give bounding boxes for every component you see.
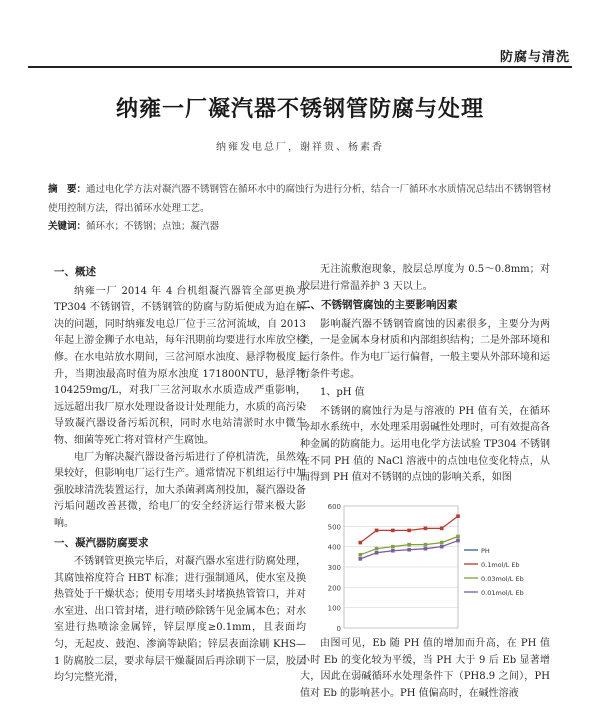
y-tick-label: 100 [327, 604, 341, 613]
keywords-label: 关键词： [48, 221, 87, 232]
section-heading: 一、凝汽器防腐要求 [54, 536, 149, 549]
paragraph: 由图可见，Eb 随 PH 值的增加而升高，在 PH 值小时 Eb 的变化较为平缓，当 PH 大于 9 后 Eb 显著增大，因此在弱碱循环水处理条件下（PH8.9 之间），PH 值对 Eb 的影响甚小。PH 值偏高时，在碱性溶液 [300, 638, 550, 699]
data-point [375, 529, 379, 533]
data-point [407, 548, 411, 552]
data-point [456, 539, 460, 543]
running-head: 防腐与清洗 [499, 50, 570, 65]
right-column [300, 262, 550, 487]
paragraph: 影响凝汽器不锈钢管腐蚀的因素很多，主要分为两类，一是金属本身材质和内部组织结构；二是外部环境和运行条件。作为电厂运行偏督，一般主要从外部环境和运行条件考虑。 [300, 318, 550, 380]
data-point [407, 543, 411, 547]
right-column-bottom [300, 636, 550, 702]
y-tick-label: 500 [327, 523, 341, 532]
paragraph: 不锈钢的腐蚀行为是与溶液的 PH 值有关，在循环冷却水系统中，水处理采用弱碱性处理时，可有效提高各种金属的防腐能力。运用电化学方法试验 TP304 不锈钢在不同 PH 值的 NaCl 溶液中的点蚀电位变化特点，从而得到 PH 值对不锈钢的点蚀的影响关系，如图 [300, 405, 550, 484]
data-point [391, 549, 395, 553]
y-tick-label: 400 [327, 543, 341, 552]
data-point [456, 514, 460, 518]
data-point [358, 553, 362, 557]
paragraph: 电厂为解决凝汽器设备污垢进行了停机清洗，虽然效果较好，但影响电厂运行生产。通常情况下机组运行中加强胶球清洗装置运行，加大杀菌剥离剂投加，凝汽器设备污垢问题改善甚微，给电厂的安全经济运行带来极大影响。 [54, 451, 306, 529]
paragraph: 不锈钢管更换完毕后，对凝汽器水室进行防腐处理，其腐蚀裕度符合 HBT 标准；进行强制通风，使水室及换热管处于干燥状态；使用专用堵头封堵换热管管口，并对水室进、出口管封堵，进行喷砂除锈午见金属本色；对水室进行热喷涂金属锌，锌层厚度≥0.1mm，且表面均匀，无起皮、鼓泡、渗滴等缺陷；锌层表面涂刷 KHS—1 防腐胶二层，要求每层干燥凝固后再涂刷下一层，胶层均匀完整光滑， [54, 556, 306, 684]
data-point [391, 545, 395, 549]
data-point [358, 541, 362, 545]
data-point [456, 535, 460, 539]
data-point [358, 557, 362, 561]
data-point [391, 529, 395, 533]
keywords-text: 循环水；不锈钢；点蚀；凝汽器 [86, 221, 220, 232]
legend-label: 0.03mol/L Eb [481, 575, 524, 583]
data-point [424, 527, 428, 531]
authors: 纳雍发电总厂，谢祥贵、杨素香 [216, 142, 384, 153]
paragraph: 无注流敷泡现象，胶层总厚度为 0.5～0.8mm；对胶层进行常温养护 3 天以上。 [300, 264, 550, 292]
data-point [407, 529, 411, 533]
section-heading: 一、概述 [54, 266, 96, 278]
abstract-label: 摘 要： [48, 184, 87, 195]
data-point [424, 547, 428, 551]
keywords [48, 218, 552, 232]
header-rule [28, 66, 572, 68]
data-point [440, 527, 444, 531]
y-tick-label: 0 [336, 625, 341, 633]
y-tick-label: 600 [327, 503, 341, 511]
paper-title: 纳雍一厂凝汽器不锈钢管防腐与处理 [115, 97, 484, 122]
ph-eb-chart [318, 500, 548, 640]
legend-label: 0.01mol/L Eb [481, 589, 524, 597]
data-point [424, 543, 428, 547]
abstract [48, 180, 552, 218]
subsection-heading: 1、pH 值 [320, 387, 365, 399]
section-heading: 二、不锈钢管腐蚀的主要影响因素 [300, 299, 458, 312]
legend-label: PH [481, 547, 490, 555]
y-tick-label: 300 [327, 564, 341, 572]
legend-label: 0.1mol/L Eb [481, 561, 520, 569]
abstract-text: 通过电化学方法对凝汽器不锈钢管在循环水中的腐蚀行为进行分析，结合一厂循环水水质情况总结出不锈钢管材使用控制方法，得出循环水处理工艺。 [48, 184, 552, 214]
data-point [440, 545, 444, 549]
data-point [440, 541, 444, 545]
y-tick-label: 200 [327, 584, 341, 593]
left-column [54, 262, 306, 687]
data-point [375, 551, 379, 555]
data-point [375, 547, 379, 551]
paragraph: 纳雍一厂 2014 年 4 台机组凝汽器管全部更换为 TP304 不锈钢管，不锈钢管的防腐与防垢便成为迫在解决的问题，同时纳雍发电总厂位于三岔河流域，自 2013 年起上游金狮子水电站，每年汛期前均要进行水库放空检修。在水电站放水期间，三岔河原水浊度、悬浮物极度上升，当期浊最高时值为原水浊度 171800NTU，悬浮物 104259mg/L，对我厂三岔河取水水质造成严重影响，远远超出我厂原水处理设备设计处理能力，水质的高污染导致凝汽器设备污垢沉积，同时水电站清淤时水中微生物、细菌等死亡将对管材产生腐蚀。 [54, 285, 306, 446]
